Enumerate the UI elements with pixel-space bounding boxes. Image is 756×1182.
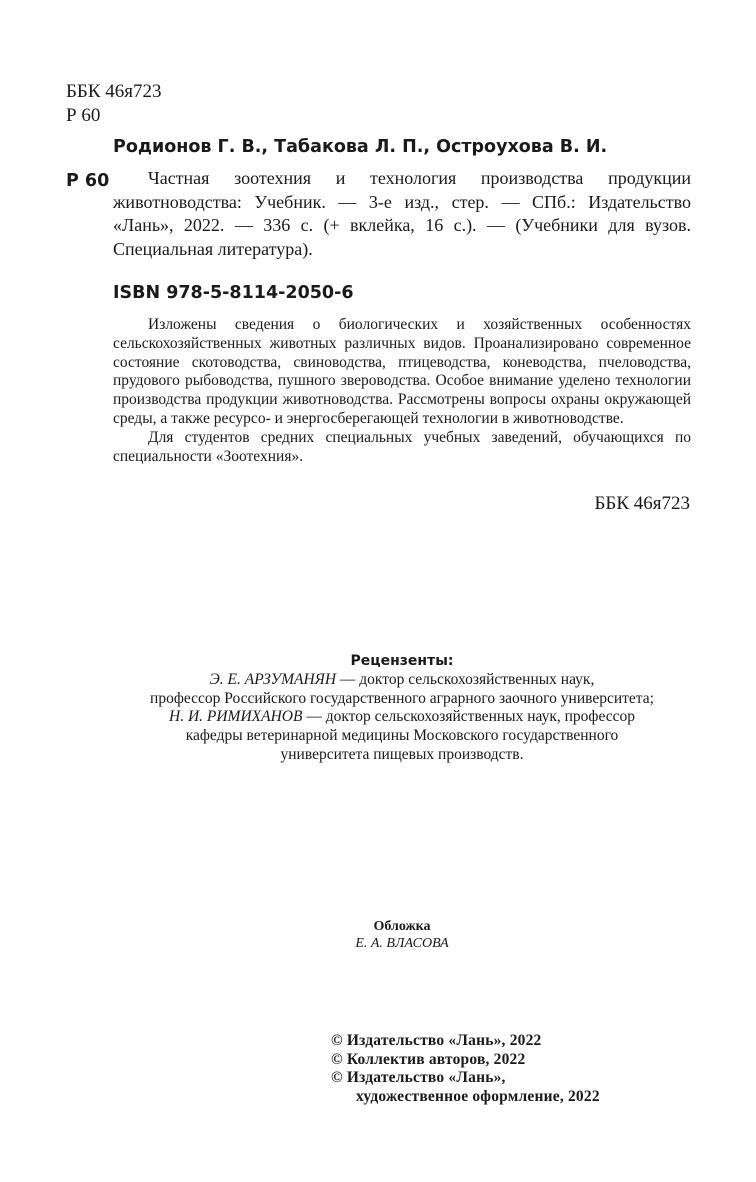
cover-designer-name: Е. А. ВЛАСОВА [355, 936, 449, 951]
bibliographic-description [113, 167, 691, 261]
reviewer-1-credentials: — доктор сельскохозяйственных наук, [336, 670, 595, 688]
isbn: ISBN 978-5-8114-2050-6 [113, 283, 354, 303]
annotation [113, 316, 691, 466]
bbk-index-right: ББК 46я723 [594, 493, 690, 514]
authors-line: Родионов Г. В., Табакова Л. П., Остроухова В. И. [113, 137, 608, 157]
copyright-line: © Издательство «Лань», [331, 1069, 506, 1087]
reviewer-1-line-2: профессор Российского государственного аграрного заочного университета; [150, 689, 654, 707]
author-mark-bold: Р 60 [66, 171, 110, 191]
bbk-index-top [66, 80, 161, 128]
bib-text: Частная зоотехния и технология производства продукции животноводства: Учебник. — 3-е изд., стер. — СПб.: Издательство «Лань», 2022. — 336 с. (+ вклейка, 16 с.). — (Учебники для вузов. Специальная литература). [113, 168, 691, 259]
author-mark: Р 60 [66, 105, 101, 126]
reviewer-1-name: Э. Е. АРЗУМАНЯН [209, 670, 337, 688]
reviewer-2-line-2: кафедры ветеринарной медицины Московского государственного [185, 727, 619, 745]
annotation-paragraph: Изложены сведения о биологических и хозяйственных особенностях сельскохозяйственных животных различных видов. Проанализировано современное состояние скотоводства, свиноводства, птицеводства, коневодства, пчеловодства, прудового рыбоводства, пушного звероводства. Особое внимание уделено технологии производства продукции животноводства. Рассмотрены вопросы охраны окружающей среды, а также ресурсо- и энергосберегающей технологии в животноводстве. [113, 316, 691, 427]
cover-designer [113, 935, 691, 952]
reviewer-2-line-1 [113, 708, 691, 727]
reviewers-block [113, 652, 691, 765]
reviewer-2-credentials: — доктор сельскохозяйственных наук, профессор [302, 708, 635, 726]
reviewer-2-line-3: университета пищевых производств. [280, 745, 524, 763]
copyright-block [331, 1032, 600, 1106]
copyright-line: © Коллектив авторов, 2022 [331, 1050, 526, 1068]
copyright-line: © Издательство «Лань», 2022 [331, 1032, 542, 1049]
reviewer-2-name: Н. И. РИМИХАНОВ [169, 708, 303, 726]
annotation-paragraph: Для студентов средних специальных учебных заведений, обучающихся по специальности «Зоотехния». [113, 428, 691, 465]
cover-credit [113, 918, 691, 952]
cover-heading: Обложка [373, 919, 431, 934]
bbk-code: ББК 46я723 [66, 81, 162, 102]
reviewers-heading: Рецензенты: [350, 653, 454, 669]
copyright-line: художественное оформление, 2022 [356, 1087, 600, 1105]
reviewer-1-line-1 [113, 671, 691, 690]
